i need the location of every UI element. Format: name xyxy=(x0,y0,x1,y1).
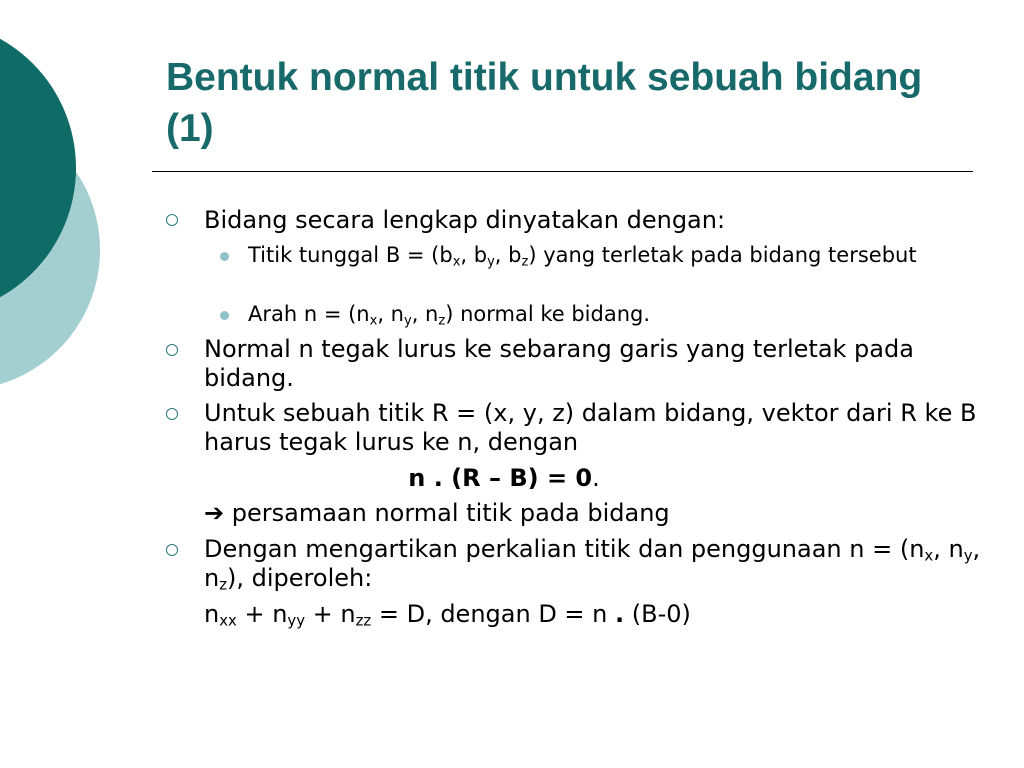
bullet-ring-icon xyxy=(166,408,178,420)
bullet-1-text: Bidang secara lengkap dinyatakan dengan: xyxy=(204,206,726,234)
bullet-4-formula: $n_{xx} + n_{yy} + n_{zz} = D$, dengan D = n . (B-0) xyxy=(204,600,691,630)
arrow-right-icon: ➔ xyxy=(204,499,225,527)
bullet-ring-icon xyxy=(166,214,178,226)
bullet-2-text: Normal n tegak lurus ke sebarang garis yang terletak pada bidang. xyxy=(204,335,914,392)
bullet-ring-icon xyxy=(166,344,178,356)
bullet-1-sub-1: Titik tunggal $B = (b_x$, $b_y$, $b_z$) yang terletak pada bidang tersebut xyxy=(248,243,917,270)
bullet-4-text: Dengan mengartikan perkalian titik dan penggunaan $n = (n_x$, $n_y$, $n_z$), diperoleh: xyxy=(204,535,981,594)
bullet-dot-icon xyxy=(220,311,229,320)
bullet-3-text: Untuk sebuah titik R = (x, y, z) dalam bidang, vektor dari R ke B harus tegak lurus ke n, dengan xyxy=(204,399,977,456)
bullet-dot-icon xyxy=(220,252,229,261)
bullet-ring-icon xyxy=(166,544,178,556)
bullet-1-sub-2: Arah $n = (n_x$, $n_y$, $n_z$) normal ke bidang. xyxy=(248,302,651,329)
equation-normal-point: n . (R – B) = 0. xyxy=(408,464,600,492)
bullet-3-result: ➔ persamaan normal titik pada bidang xyxy=(204,499,670,527)
slide-title: Bentuk normal titik untuk sebuah bidang (1) xyxy=(166,56,923,150)
